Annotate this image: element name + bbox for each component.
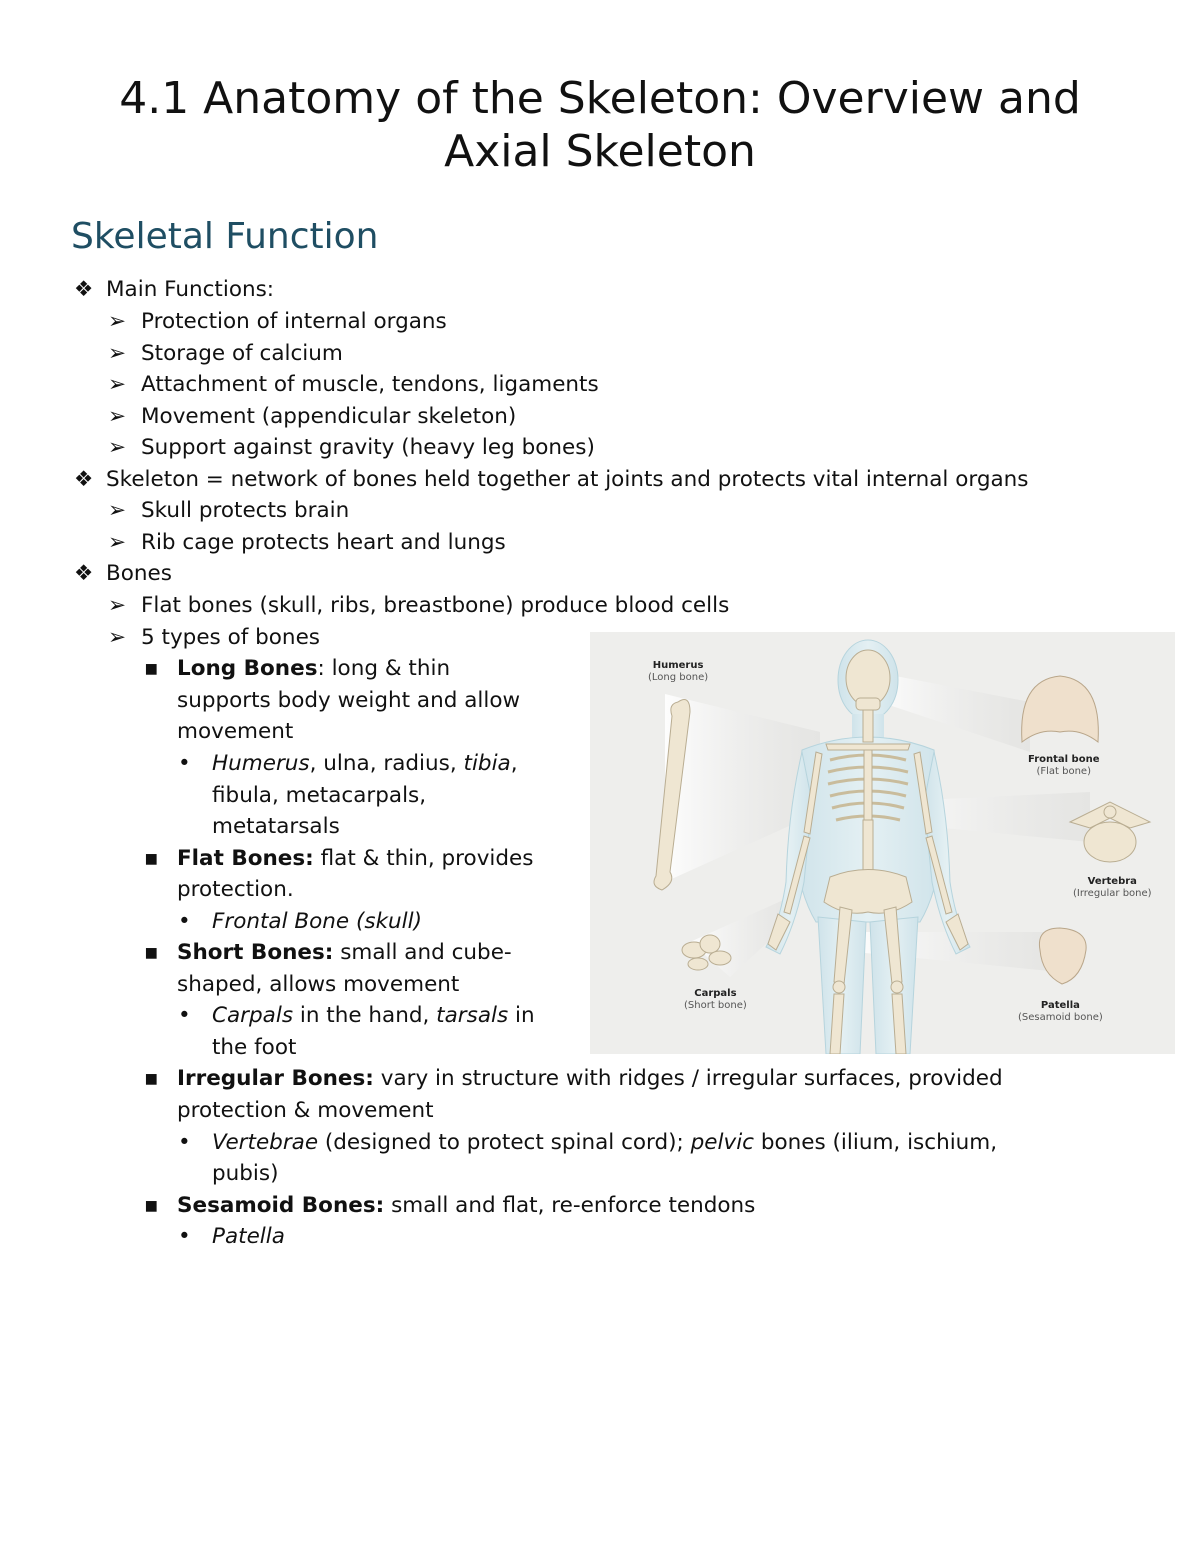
dot-bullet-icon: • <box>178 909 191 934</box>
short-bones-desc: small and cube- <box>333 940 512 965</box>
bones-heading: Bones <box>106 561 172 586</box>
irregular-bones-desc-2: protection & movement <box>177 1098 434 1123</box>
frontal-bone <box>1022 676 1099 742</box>
carpals-label-name: Carpals <box>694 988 737 999</box>
patella-label-name: Patella <box>1040 1000 1080 1011</box>
examples-sep: in <box>508 1003 535 1028</box>
carpals-label <box>684 988 747 1012</box>
long-bones-line <box>177 653 450 685</box>
diamond-bullet-icon: ❖ <box>74 277 94 302</box>
list-item: Storage of calcium <box>141 341 343 366</box>
short-bones-examples <box>212 1000 535 1032</box>
short-bones-desc-2: shaped, allows movement <box>177 972 460 997</box>
list-item: Rib cage protects heart and lungs <box>141 530 506 555</box>
patella-label <box>1018 1000 1103 1024</box>
humerus-label-name: Humerus <box>652 660 704 671</box>
long-bones-desc-3: movement <box>177 719 294 744</box>
vertebra-label-name: Vertebra <box>1087 876 1137 887</box>
skeleton-definition: Skeleton = network of bones held together at joints and protects vital internal organs <box>106 467 1029 492</box>
arrow-bullet-icon: ➢ <box>108 593 127 618</box>
humerus-label-type: (Long bone) <box>648 672 709 683</box>
skeleton-figure <box>590 632 1175 1054</box>
list-item: Support against gravity (heavy leg bones) <box>141 435 595 460</box>
examples-sep: , ulna, radius, <box>309 751 464 776</box>
long-bones-examples-2: fibula, metacarpals, <box>212 783 427 808</box>
arrow-bullet-icon: ➢ <box>108 530 127 555</box>
humerus-text: Humerus <box>212 751 310 776</box>
examples-sep: in the hand, <box>293 1003 437 1028</box>
tibia-text: tibia <box>463 751 511 776</box>
arrow-bullet-icon: ➢ <box>108 435 127 460</box>
diamond-bullet-icon: ❖ <box>74 561 94 586</box>
examples-sep: bones (ilium, ischium, <box>754 1130 998 1155</box>
list-item: Attachment of muscle, tendons, ligaments <box>141 372 599 397</box>
irregular-bones-desc: vary in structure with ridges / irregular surfaces, provided <box>373 1066 1003 1091</box>
examples-sep: (designed to protect spinal cord); <box>318 1130 691 1155</box>
irregular-bones-examples <box>212 1127 997 1159</box>
sesamoid-bones-desc: small and flat, re-enforce tendons <box>384 1193 756 1218</box>
square-bullet-icon: ▪ <box>144 1193 159 1218</box>
tarsals-text: tarsals <box>436 1003 509 1028</box>
vertebrae-text: Vertebrae <box>212 1130 319 1155</box>
frontal-label-type: (Flat bone) <box>1036 766 1091 777</box>
list-item: Flat bones (skull, ribs, breastbone) produce blood cells <box>141 593 730 618</box>
skeleton-illustration <box>590 632 1175 1054</box>
short-bones-examples-2: the foot <box>212 1035 297 1060</box>
patella-bone <box>1039 928 1086 984</box>
dot-bullet-icon: • <box>178 1130 191 1155</box>
list-item: Protection of internal organs <box>141 309 447 334</box>
irregular-bones-examples-2: pubis) <box>212 1161 279 1186</box>
flat-bones-example: Frontal Bone (skull) <box>212 909 422 934</box>
square-bullet-icon: ▪ <box>144 656 159 681</box>
long-bones-name: Long Bones <box>177 656 318 681</box>
arrow-bullet-icon: ➢ <box>108 404 127 429</box>
list-item: Skull protects brain <box>141 498 350 523</box>
flat-bones-name: Flat Bones: <box>177 846 314 871</box>
sesamoid-bones-name: Sesamoid Bones: <box>177 1193 385 1218</box>
humerus-label <box>648 660 708 684</box>
long-bones-desc: : long & thin <box>317 656 451 681</box>
long-bones-desc-2: supports body weight and allow <box>177 688 521 713</box>
square-bullet-icon: ▪ <box>144 846 159 871</box>
examples-sep: , <box>510 751 518 776</box>
arrow-bullet-icon: ➢ <box>108 341 127 366</box>
square-bullet-icon: ▪ <box>144 1066 159 1091</box>
list-item: 5 types of bones <box>141 625 320 650</box>
short-bones-line <box>177 937 512 969</box>
carpals-text: Carpals <box>212 1003 294 1028</box>
arrow-bullet-icon: ➢ <box>108 372 127 397</box>
square-bullet-icon: ▪ <box>144 940 159 965</box>
vertebra-label-type: (Irregular bone) <box>1073 888 1152 899</box>
irregular-bones-line <box>177 1063 1003 1095</box>
flat-bones-desc: flat & thin, provides <box>313 846 534 871</box>
arrow-bullet-icon: ➢ <box>108 498 127 523</box>
patella-label-type: (Sesamoid bone) <box>1018 1012 1103 1023</box>
carpals-label-type: (Short bone) <box>684 1000 747 1011</box>
dot-bullet-icon: • <box>178 1003 191 1028</box>
main-functions-heading: Main Functions: <box>106 277 275 302</box>
list-item: Movement (appendicular skeleton) <box>141 404 517 429</box>
sesamoid-bones-example: Patella <box>212 1224 285 1249</box>
arrow-bullet-icon: ➢ <box>108 625 127 650</box>
long-bones-examples <box>212 748 518 780</box>
vertebra-label <box>1073 876 1152 900</box>
diamond-bullet-icon: ❖ <box>74 467 94 492</box>
flat-bones-desc-2: protection. <box>177 877 294 902</box>
irregular-bones-name: Irregular Bones: <box>177 1066 374 1091</box>
arrow-bullet-icon: ➢ <box>108 309 127 334</box>
long-bones-examples-3: metatarsals <box>212 814 340 839</box>
page-title-line2: Axial Skeleton <box>444 126 756 177</box>
short-bones-name: Short Bones: <box>177 940 334 965</box>
page-title <box>0 72 1200 178</box>
section-heading: Skeletal Function <box>71 216 379 257</box>
frontal-label-name: Frontal bone <box>1028 754 1100 765</box>
dot-bullet-icon: • <box>178 751 191 776</box>
pelvic-text: pelvic <box>690 1130 755 1155</box>
flat-bones-line <box>177 843 533 875</box>
frontal-bone-label <box>1028 754 1099 778</box>
page-title-line1: 4.1 Anatomy of the Skeleton: Overview and <box>119 73 1081 124</box>
dot-bullet-icon: • <box>178 1224 191 1249</box>
sesamoid-bones-line <box>177 1190 755 1222</box>
